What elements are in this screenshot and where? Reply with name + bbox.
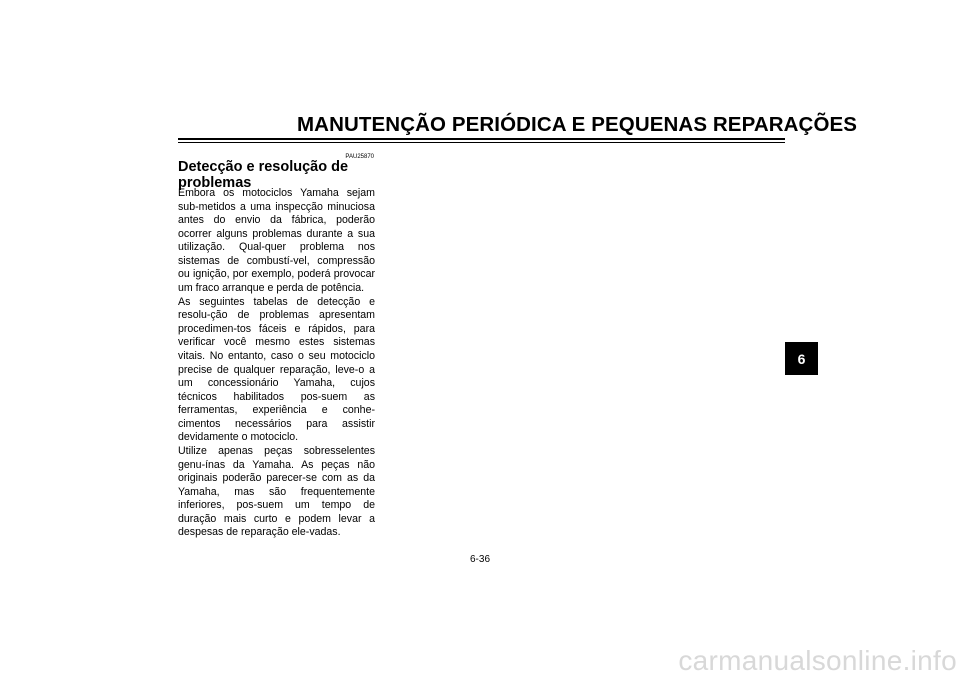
- section-code: PAU25870: [345, 154, 374, 160]
- header-divider-thin: [178, 142, 785, 143]
- header-divider-thick: [178, 138, 785, 140]
- body-text: [178, 187, 375, 540]
- page-number: 6-36: [469, 554, 490, 565]
- paragraph-parts: Utilize apenas peças sobresselentes genu-ínas da Yamaha. As peças não originais poderão parecer-se com as da Yamaha, mas são frequentemente inferiores, pos-suem um tempo de duração mais curto e podem levar a despesas de reparação ele-vadas.: [178, 444, 375, 539]
- page-title: MANUTENÇÃO PERIÓDICA E PEQUENAS REPARAÇÕES: [297, 113, 858, 136]
- chapter-tab: 6: [785, 342, 818, 375]
- watermark: carmanualsonline.info: [678, 645, 957, 676]
- paragraph-intro: Embora os motociclos Yamaha sejam sub-metidos a uma inspecção minuciosa antes do envio da fábrica, poderão ocorrer alguns problemas durante a sua utilização. Qual-quer problema nos sistemas de combustí-vel, compressão ou ignição, por exemplo, poderá provocar um fraco arranque e perda de potência.: [178, 187, 375, 295]
- paragraph-tables: As seguintes tabelas de detecção e resolu-ção de problemas apresentam procedimen-tos fáceis e rápidos, para verificar você mesmo estes sistemas vitais. No entanto, caso o seu motociclo precise de qualquer reparação, leve-o a um concessionário Yamaha, cujos técnicos habilitados pos-suem as ferramentas, experiência e conhe-cimentos necessários para assistir devidamente o motociclo.: [178, 295, 375, 444]
- section-heading: Detecção e resolução de problemas: [178, 159, 349, 191]
